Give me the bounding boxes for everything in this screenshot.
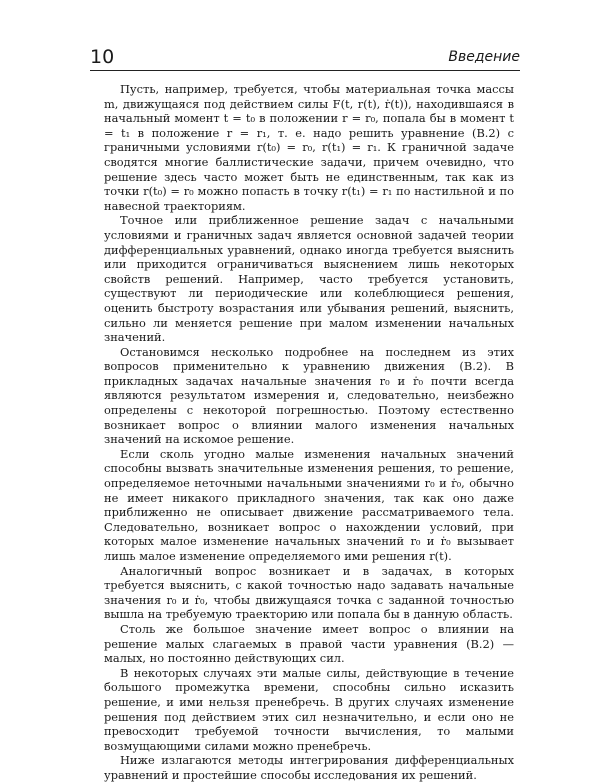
paragraph-3: Остановимся несколько подробнее на последнем из этих вопросов применительно к уравнению движения (В.2). В прикладных задачах начальные значения r₀ и ṙ₀ почти всегда являются результатом измерения и, следовательно, неизбежно определены с некоторой погрешностью. Поэтому естественно возникает вопрос о влиянии малого изменения начальных значений на искомое решение. [104, 344, 514, 447]
paragraph-5: Аналогичный вопрос возникает и в задачах, в которых требуется выяснить, с какой точностью надо задавать начальные значения r₀ и ṙ₀, чтобы движущаяся точка с заданной точностью вышла на требуемую траекторию или попала бы в данную область. [104, 563, 514, 622]
paragraph-7: В некоторых случаях эти малые силы, действующие в течение большого промежутка времени, способны сильно исказить решение, и ими нельзя пренебречь. В других случаях изменение решения под действием этих сил незначительно, и если оно не превосходит требуемой точности вычисления, то малыми возмущающими силами можно пренебречь. [104, 665, 514, 753]
paragraph-6: Столь же большое значение имеет вопрос о влиянии на решение малых слагаемых в правой части уравнения (В.2) — малых, но постоянно действующих сил. [104, 621, 514, 666]
paragraph-1: Пусть, например, требуется, чтобы материальная точка массы m, движущаяся под действием силы F(t, r(t), ṙ(t)), находившаяся в начальный момент t = t₀ в положении r = r₀, попала бы в момент t = t₁ в положение r = r₁, т. е. надо решить уравнение (В.2) с граничными условиями r(t₀) = r₀, r(t₁) = r₁. К граничной задаче сводятся многие баллистические задачи, причем очевидно, что решение здесь часто может быть не единственным, так как из точки r(t₀) = r₀ можно попасть в точку r(t₁) = r₁ по настильной и по навесной траекториям. [104, 82, 514, 213]
page-header [90, 46, 520, 68]
page-body [104, 82, 514, 783]
paragraph-2: Точное или приближенное решение задач с начальными условиями и граничных задач является основной задачей теории дифференциальных уравнений, однако иногда требуется выяснить или приходится ограничиваться выяснением лишь некоторых свойств решений. Например, часто требуется установить, существуют ли периодические или колеблющиеся решения, оценить быстроту возрастания или убывания решений, выяснить, сильно ли меняется решение при малом изменении начальных значений. [104, 213, 514, 345]
paragraph-4: Если сколь угодно малые изменения начальных значений способны вызвать значительные изменения решения, то решение, определяемое неточными начальными значениями r₀ и ṙ₀, обычно не имеет никакого прикладного значения, так как оно даже приближенно не описывает движение рассматриваемого тела. Следовательно, возникает вопрос о нахождении условий, при которых малое изменение начальных значений r₀ и ṙ₀ вызывает лишь малое изменение определяемого ими решения r(t). [104, 446, 514, 563]
header-rule [90, 70, 520, 71]
page-number: 10 [90, 46, 115, 68]
paragraph-8: Ниже излагаются методы интегрирования дифференциальных уравнений и простейшие способы исследования их решений. [104, 753, 514, 782]
running-title: Введение [448, 49, 520, 65]
